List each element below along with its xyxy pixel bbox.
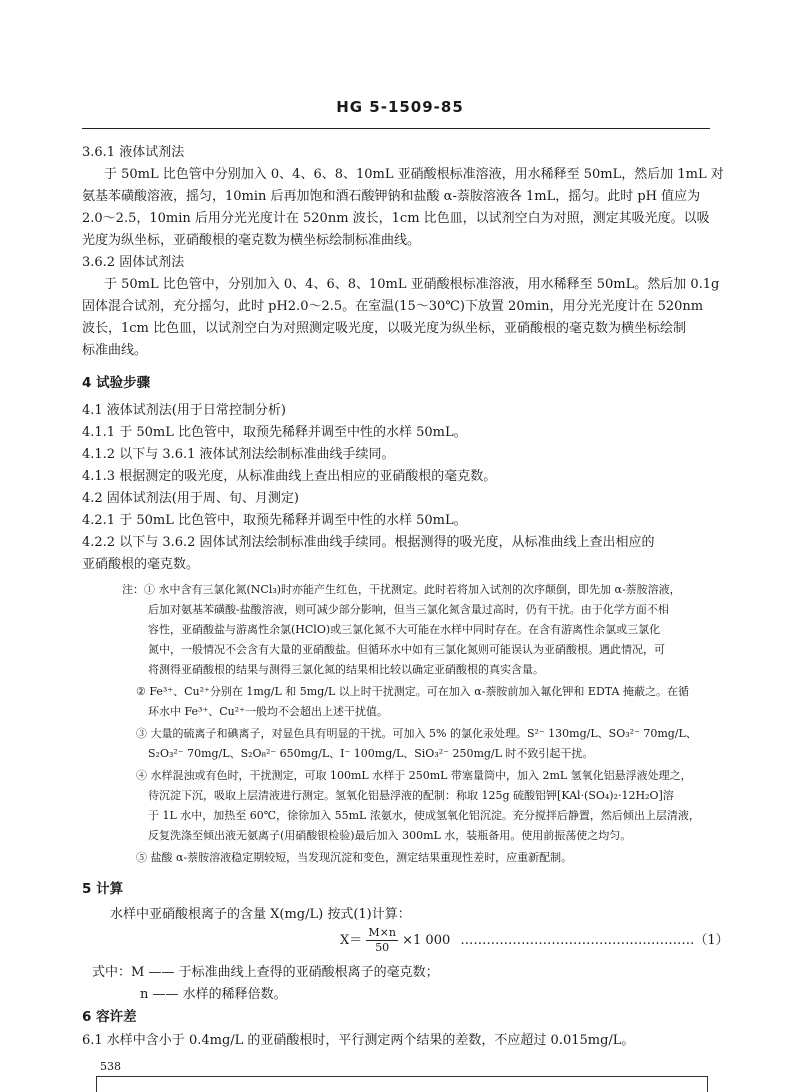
section-4-heading: 4 试验步骤: [82, 375, 151, 391]
formula-numerator: M×n: [368, 926, 396, 939]
section-5-heading: 5 计算: [82, 881, 124, 897]
formula-lhs: X＝: [340, 933, 363, 948]
standard-code-header: HG 5-1509-85: [336, 98, 464, 116]
note-line: S₂O₃²⁻ 70mg/L、S₂O₈²⁻ 650mg/L、I⁻ 100mg/L、SiO₃²⁻ 250mg/L 时不致引起干扰。: [148, 747, 594, 760]
step-4-1-3: 4.1.3 根据测定的吸光度，从标准曲线上查出相应的亚硝酸根的毫克数。: [82, 469, 497, 484]
note-line: 氮中，一般情况不会含有大量的亚硝酸盐。但循环水中如有三氯化氮则可能误认为亚硝酸根。遇此情况，可: [148, 643, 665, 656]
note-line: ④ 水样混浊或有色时，干扰测定，可取 100mL 水样于 250mL 带塞量筒中，加入 2mL 氢氧化铝悬浮液处理之，: [136, 769, 692, 782]
note-line: 待沉淀下沉，吸取上层清液进行测定。氢氧化铝悬浮液的配制：称取 125g 硫酸铝钾[KAl·(SO₄)₂·12H₂O]溶: [148, 789, 674, 802]
calc-intro: 水样中亚硝酸根离子的含量 X(mg/L) 按式(1)计算：: [110, 907, 411, 922]
header-rule: [82, 128, 710, 129]
section-3-6-1-title: 3.6.1 液体试剂法: [82, 145, 185, 160]
clause-6-1: 6.1 水样中含小于 0.4mg/L 的亚硝酸根时，平行测定两个结果的差数，不应超过 0.015mg/L。: [82, 1033, 635, 1048]
section-6-heading: 6 容许差: [82, 1009, 137, 1025]
footer-frame: [96, 1076, 708, 1092]
formula-number: ………………………………………………（1）: [460, 933, 729, 948]
formula-denominator: 50: [375, 941, 390, 954]
note-line: ⑤ 盐酸 α-萘胺溶液稳定期较短，当发现沉淀和变色，测定结果重现性差时，应重新配制。: [136, 851, 573, 864]
step-4-2-1: 4.2.1 于 50mL 比色管中，取预先稀释并调至中性的水样 50mL。: [82, 513, 467, 528]
section-3-6-1-line: 于 50mL 比色管中分别加入 0、4、6、8、10mL 亚硝酸根标准溶液，用水稀释至 50mL，然后加 1mL 对: [104, 167, 724, 182]
step-4-2-2: 4.2.2 以下与 3.6.2 固体试剂法绘制标准曲线手续同。根据测得的吸光度，从标准曲线上查出相应的: [82, 535, 655, 550]
step-4-1-2: 4.1.2 以下与 3.6.1 液体试剂法绘制标准曲线手续同。: [82, 447, 395, 462]
note-line: 于 1L 水中，加热至 60℃，徐徐加入 55mL 浓氨水，使成氢氧化铝沉淀。充分搅拌后静置，然后倾出上层清液，: [148, 809, 700, 822]
section-4-1-title: 4.1 液体试剂法(用于日常控制分析): [82, 403, 286, 418]
note-line: 将测得亚硝酸根的结果与测得三氯化氮的结果相比较以确定亚硝酸根的真实含量。: [148, 663, 544, 676]
note-line: ③ 大量的硫离子和碘离子，对显色具有明显的干扰。可加入 5% 的氯化汞处理。S²⁻ 130mg/L、SO₃²⁻ 70mg/L、: [136, 727, 697, 740]
section-3-6-1-line: 氨基苯磺酸溶液，摇匀，10min 后再加饱和酒石酸钾钠和盐酸 α-萘胺溶液各 1mL，摇匀。此时 pH 值应为: [82, 189, 701, 204]
formula-1: [340, 926, 729, 955]
page-number: 538: [100, 1060, 121, 1073]
section-3-6-2-line: 标准曲线。: [82, 343, 148, 358]
section-4-2-title: 4.2 固体试剂法(用于周、旬、月测定): [82, 491, 299, 506]
section-3-6-2-line: 固体混合试剂，充分摇匀，此时 pH2.0～2.5。在室温(15～30℃)下放置 20min，用分光光度计在 520nm: [82, 299, 704, 314]
step-4-2-2: 亚硝酸根的毫克数。: [82, 557, 200, 572]
where-line: n —— 水样的稀释倍数。: [140, 987, 287, 1002]
section-3-6-2-title: 3.6.2 固体试剂法: [82, 255, 185, 270]
note-line: 后加对氨基苯磺酸-盐酸溶液，则可减少部分影响，但当三氯化氮含量过高时，仍有干扰。由于化学方面不相: [148, 603, 669, 616]
formula-fraction: [366, 926, 398, 955]
section-3-6-2-line: 波长，1cm 比色皿，以试剂空白为对照测定吸光度，以吸光度为纵坐标，亚硝酸根的毫克数为横坐标绘制: [82, 321, 687, 336]
section-3-6-2-line: 于 50mL 比色管中，分别加入 0、4、6、8、10mL 亚硝酸根标准溶液，用水稀释至 50mL。然后加 0.1g: [104, 277, 720, 292]
note-line: ② Fe³⁺、Cu²⁺分别在 1mg/L 和 5mg/L 以上时干扰测定。可在加入 α-萘胺前加入氟化钾和 EDTA 掩蔽之。在循: [136, 685, 689, 698]
note-line: 环水中 Fe³⁺、Cu²⁺一般均不会超出上述干扰值。: [148, 705, 388, 718]
note-line: 注：① 水中含有三氯化氮(NCl₃)时亦能产生红色，干扰测定。此时若将加入试剂的次序颠倒，即先加 α-萘胺溶液，: [122, 583, 681, 596]
note-line: 容性，亚硝酸盐与游离性余氯(HClO)或三氯化氮不大可能在水样中同时存在。在含有游离性余氯或三氯化: [148, 623, 661, 636]
section-3-6-1-line: 2.0～2.5，10min 后用分光光度计在 520nm 波长，1cm 比色皿，以试剂空白为对照，测定其吸光度。以吸: [82, 211, 710, 226]
section-3-6-1-line: 光度为纵坐标，亚硝酸根的毫克数为横坐标绘制标准曲线。: [82, 233, 421, 248]
step-4-1-1: 4.1.1 于 50mL 比色管中，取预先稀释并调至中性的水样 50mL。: [82, 425, 467, 440]
where-line: 式中：M —— 于标准曲线上查得的亚硝酸根离子的毫克数；: [92, 965, 439, 980]
formula-rhs: ×1 000: [402, 933, 451, 948]
note-line: 反复洗涤至倾出液无氨离子(用硝酸银检验)最后加入 300mL 水，装瓶备用。使用前振荡使之均匀。: [148, 829, 632, 842]
